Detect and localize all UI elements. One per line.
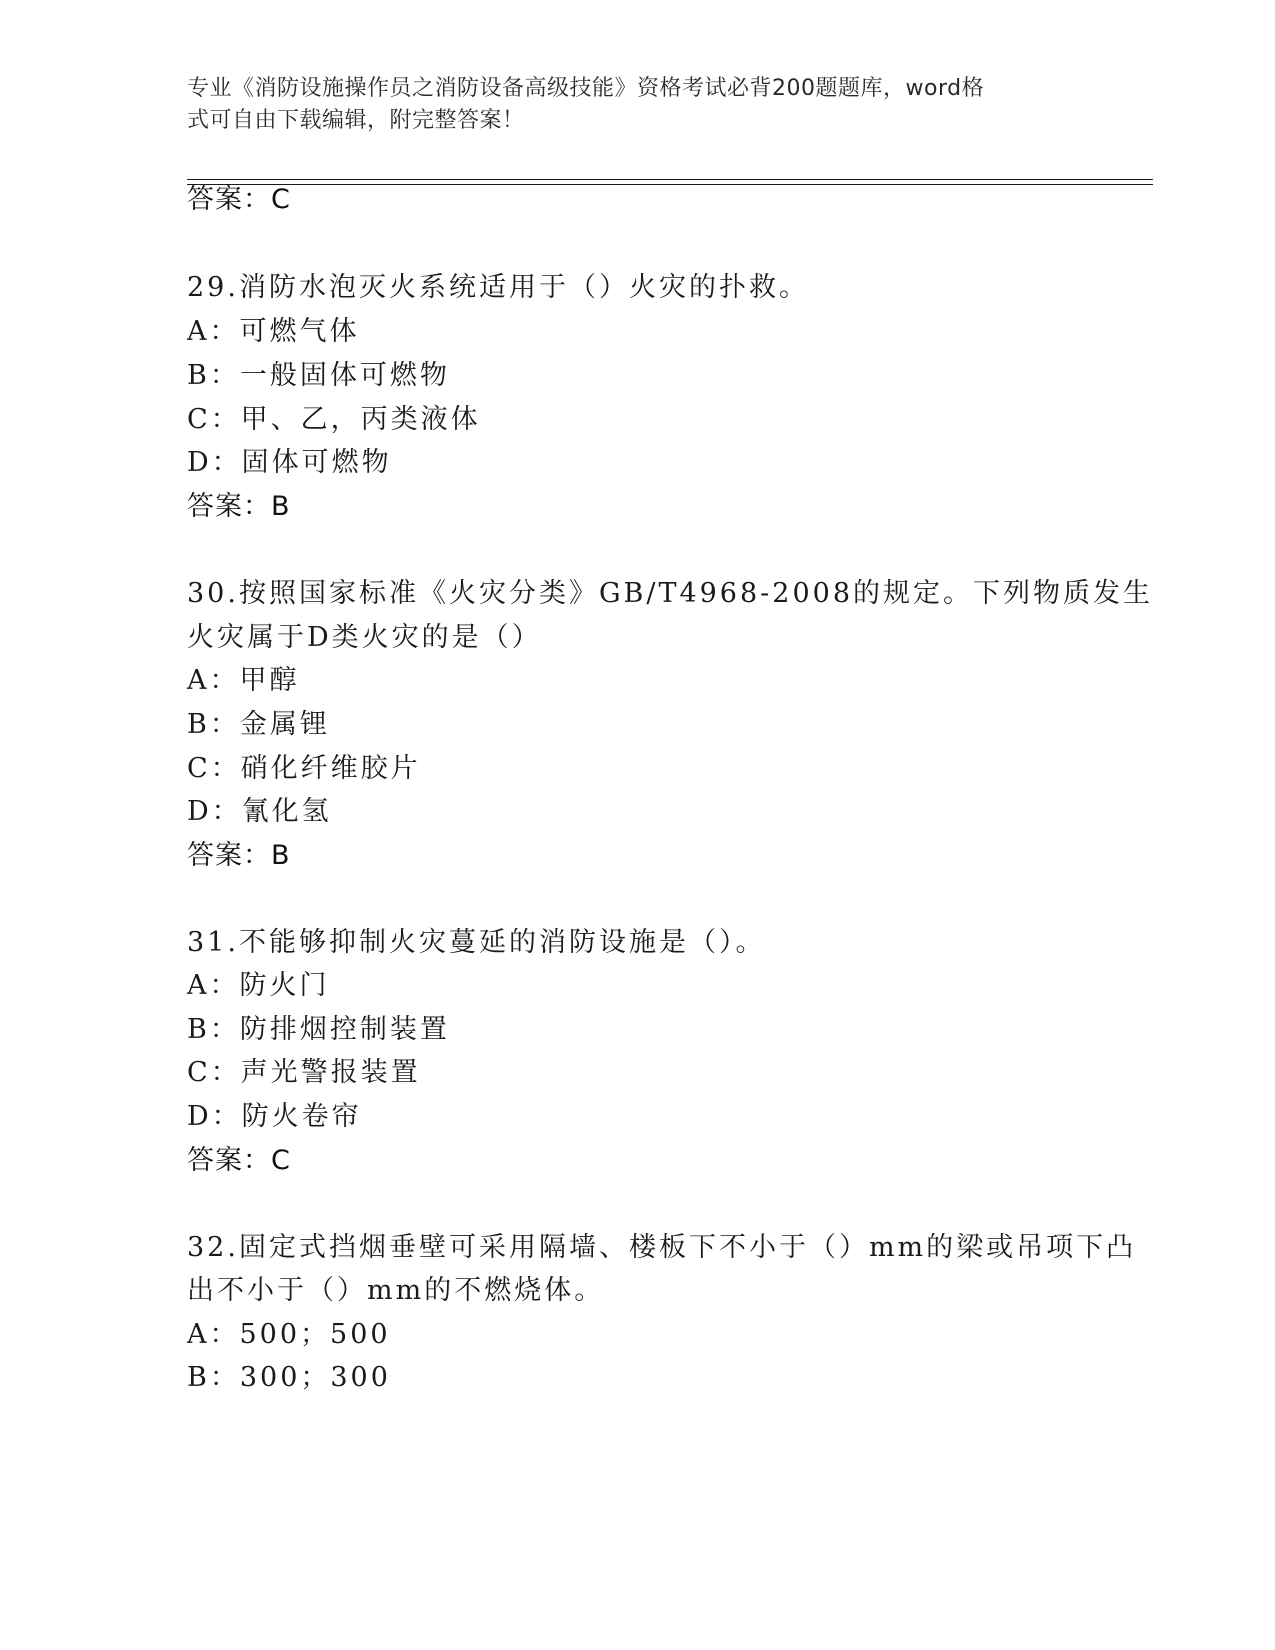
question-31-option-d: D：防火卷帘 [187, 1101, 362, 1132]
header-divider-bottom [187, 184, 1153, 185]
question-32-option-a: A：500；500 [187, 1319, 391, 1350]
answer-q28: 答案：C [187, 184, 291, 215]
question-32-stem-line-2: 出不小于（）mm的不燃烧体。 [187, 1275, 605, 1306]
question-30-option-b: B：金属锂 [187, 709, 330, 740]
question-31-option-c: C：声光警报装置 [187, 1057, 421, 1088]
question-29-stem: 29.消防水泡灭火系统适用于（）火灾的扑救。 [187, 272, 809, 303]
question-32-option-b: B：300；300 [187, 1362, 391, 1393]
header-line-2: 式可自由下载编辑，附完整答案！ [187, 108, 525, 133]
question-29-option-c: C：甲、乙，丙类液体 [187, 404, 481, 435]
answer-q30: 答案：B [187, 840, 291, 871]
question-31-option-b: B：防排烟控制装置 [187, 1014, 450, 1045]
question-30-option-c: C：硝化纤维胶片 [187, 753, 421, 784]
question-31-option-a: A：防火门 [187, 970, 330, 1001]
question-32-stem-line-1: 32.固定式挡烟垂壁可采用隔墙、楼板下不小于（）mm的梁或吊项下凸 [187, 1232, 1137, 1263]
answer-q29: 答案：B [187, 491, 291, 522]
page-header [187, 73, 1067, 137]
question-29-option-a: A：可燃气体 [187, 316, 360, 347]
question-30-stem-line-1: 30.按照国家标准《火灾分类》GB/T4968-2008的规定。下列物质发生 [187, 578, 1154, 609]
question-30-stem-line-2: 火灾属于D类火灾的是（） [187, 622, 542, 653]
question-31-stem: 31.不能够抑制火灾蔓延的消防设施是（）。 [187, 927, 766, 958]
question-30-option-a: A：甲醇 [187, 665, 300, 696]
question-29-option-b: B：一般固体可燃物 [187, 360, 450, 391]
question-29-option-d: D：固体可燃物 [187, 447, 392, 478]
header-divider-top [187, 179, 1153, 180]
question-30-option-d: D：氰化氢 [187, 796, 332, 827]
header-line-1: 专业《消防设施操作员之消防设备高级技能》资格考试必背200题题库，word格 [187, 76, 985, 101]
answer-q31: 答案：C [187, 1145, 291, 1176]
